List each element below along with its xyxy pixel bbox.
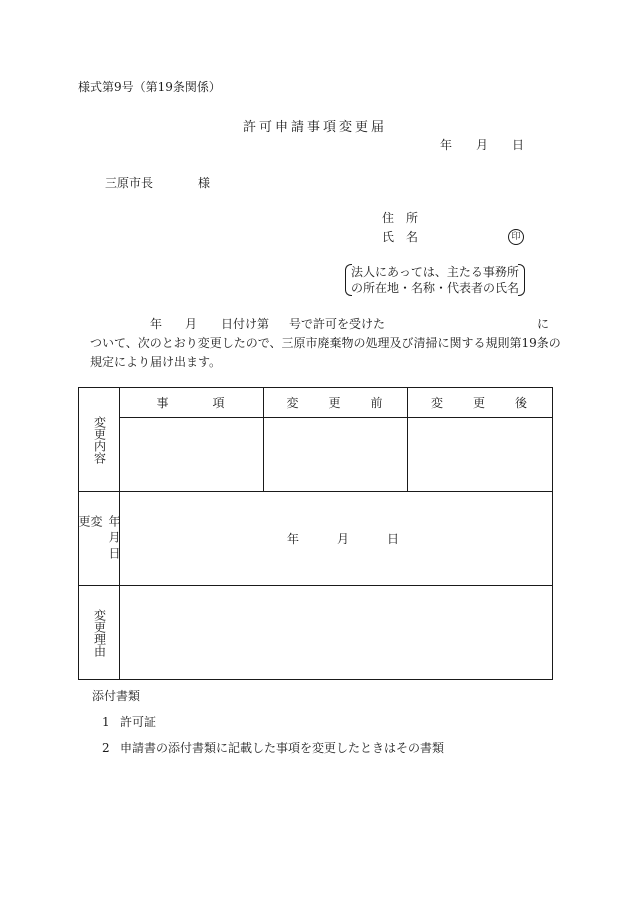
change-date-label-left: 変更 (77, 514, 103, 545)
body-date-number: 日付け第 (221, 317, 270, 331)
header-after: 変 更 後 (408, 388, 553, 418)
date-day: 日 (512, 138, 525, 152)
form-number: 様式第9号（第19条関係） (78, 80, 221, 94)
reason-input-cell[interactable] (120, 586, 553, 680)
document-title: 許可申請事項変更届 (242, 120, 387, 135)
name-label: 氏 名 (382, 230, 419, 244)
change-date-day: 日 (387, 532, 400, 546)
address-label: 住 所 (382, 211, 419, 225)
addressee-honorific: 様 (198, 176, 211, 190)
attachment-item-2: 2 申請書の添付書類に記載した事項を変更したときはその書類 (102, 741, 445, 755)
header-item: 事 項 (120, 388, 264, 418)
change-date-year: 年 (286, 532, 299, 546)
change-date-cell[interactable] (120, 492, 553, 586)
attachments-heading: 添付書類 (92, 689, 141, 703)
item-input-cell[interactable] (120, 418, 264, 492)
addressee-name: 三原市長 (105, 176, 154, 190)
note-line-2: の所在地・名称・代表者の氏名 (351, 281, 520, 295)
header-before: 変 更 前 (264, 388, 408, 418)
note-bracket-left (345, 264, 352, 296)
seal-mark: 印 (508, 229, 524, 245)
reason-label-cell (79, 586, 120, 680)
note-line-1: 法人にあっては、主たる事務所 (351, 265, 519, 279)
reason-label: 変更理由 (92, 608, 107, 657)
body-line-2: ついて、次のとおり変更したので、三原市廃棄物の処理及び清掃に関する規則第19条の (90, 336, 561, 350)
change-date-month: 月 (336, 532, 349, 546)
submission-date (440, 139, 524, 151)
after-input-cell[interactable] (408, 418, 553, 492)
change-date-label-right: 年月日 (107, 514, 121, 563)
body-line1-end: に (537, 317, 550, 331)
change-details-table (78, 387, 553, 680)
attachment-item-1: 1 許可証 (102, 715, 157, 729)
note-bracket-right (518, 264, 525, 296)
body-line-3: 規定により届け出ます。 (90, 355, 222, 369)
body-permit-number: 号で許可を受けた (289, 317, 386, 331)
body-year: 年 (150, 317, 163, 331)
change-details-label-cell (79, 388, 120, 492)
addressee (105, 177, 210, 189)
body-month: 月 (185, 317, 198, 331)
change-details-label: 変更内容 (92, 415, 107, 464)
corporate-note (347, 264, 523, 296)
date-year: 年 (440, 138, 453, 152)
date-month: 月 (476, 138, 489, 152)
before-input-cell[interactable] (264, 418, 408, 492)
change-date-label-cell (79, 492, 120, 586)
